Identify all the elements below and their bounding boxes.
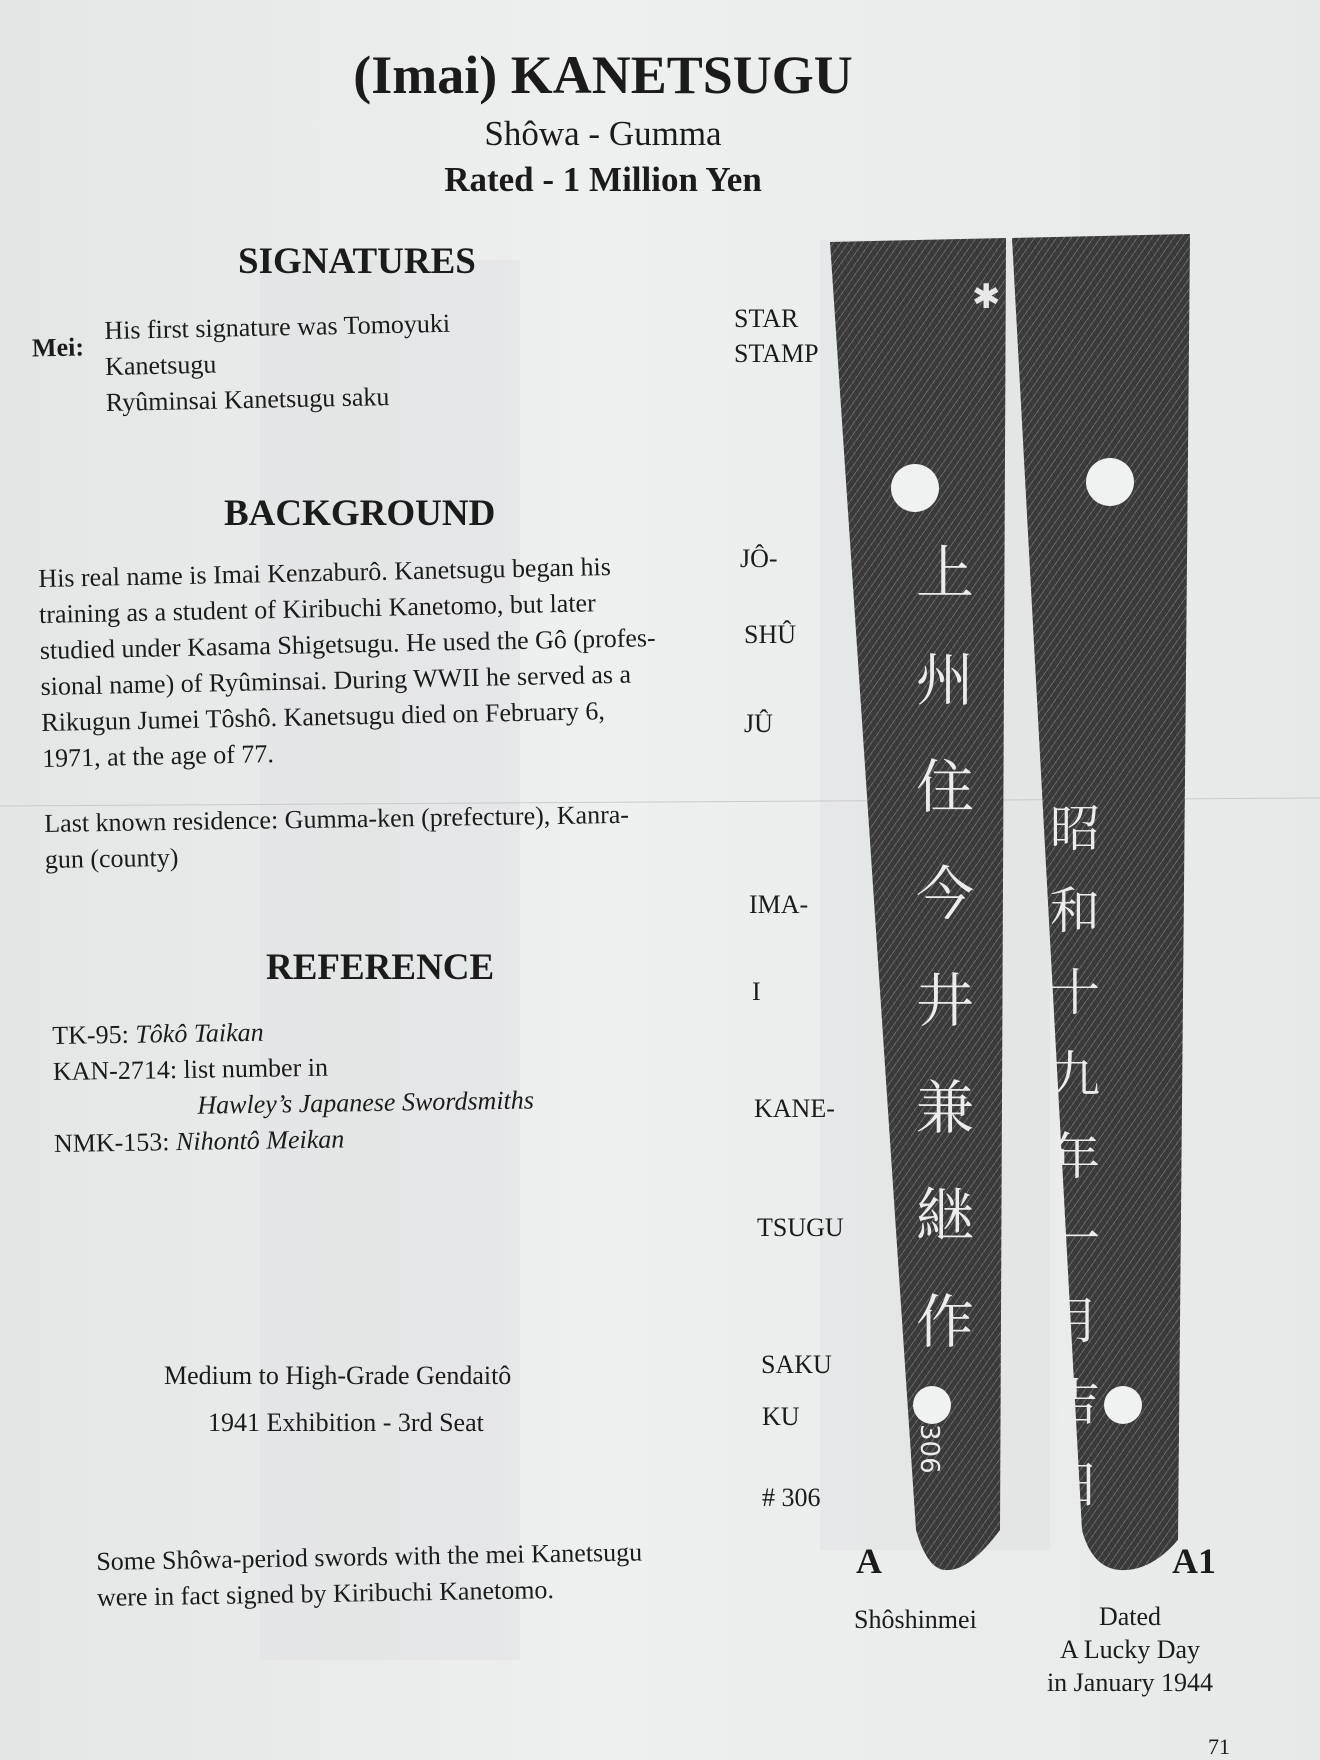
inscription-char: 州 <box>915 646 974 714</box>
caption-line: A Lucky Day <box>1059 1635 1201 1664</box>
inscription-char: 吉 <box>1050 1374 1100 1432</box>
footnote-line: were in fact signed by Kiribuchi Kanetomo. <box>96 1575 555 1612</box>
tang-rubbings <box>820 230 1200 1590</box>
exhibition-line: 1941 Exhibition - 3rd Seat <box>208 1408 484 1437</box>
signatures-list <box>104 306 452 421</box>
mekugi-hole <box>1086 458 1134 506</box>
reading-jo: JÔ- <box>740 544 778 573</box>
tang-a1-label: A1 <box>1172 1541 1216 1581</box>
rating-line: Rated - 1 Million Yen <box>444 160 762 199</box>
inscription-char: 日 <box>1050 1456 1100 1514</box>
mekugi-hole <box>891 464 939 512</box>
inscription-char: 兼 <box>915 1074 974 1142</box>
reference-code: TK-95: <box>52 1019 130 1050</box>
signature-line: Ryûminsai Kanetsugu saku <box>105 382 390 417</box>
footnote-line: Some Shôwa-period swords with the mei Kanetsugu <box>96 1537 643 1576</box>
inscription-char: 月 <box>1050 1292 1100 1350</box>
background-line: sional name) of Ryûminsai. During WWII he served as a <box>40 659 632 701</box>
caption-line: Dated <box>1098 1602 1162 1631</box>
tang-a-caption: Shôshinmei <box>854 1605 977 1634</box>
reading-number: # 306 <box>762 1483 821 1512</box>
background-heading: BACKGROUND <box>224 493 496 534</box>
tang-a1-caption <box>1040 1600 1220 1699</box>
background-line: 1971, at the age of 77. <box>41 739 275 773</box>
reference-title: Tôkô Taikan <box>135 1017 264 1049</box>
tang-a-label: A <box>856 1541 882 1581</box>
mei-label: Mei: <box>31 332 85 363</box>
background-line: studied under Kasama Shigetsugu. He used the Gô (profes- <box>39 623 656 665</box>
inscription-char: 井 <box>915 967 974 1035</box>
reading-star: STAR <box>734 304 799 333</box>
reference-text: list number in <box>183 1052 329 1084</box>
residence-paragraph <box>44 797 630 878</box>
reference-code: KAN-2714: <box>52 1055 178 1086</box>
signature-line: Kanetsugu <box>104 349 217 381</box>
inscription-char: 和 <box>1050 882 1100 940</box>
background-paragraph <box>38 548 658 777</box>
reference-heading: REFERENCE <box>266 947 495 988</box>
inscription-char: 十 <box>1050 964 1100 1022</box>
inscription-char: 上 <box>915 539 974 607</box>
reference-list <box>52 1010 535 1162</box>
reading-tsugu: TSUGU <box>757 1213 844 1242</box>
tang-a-inscription <box>910 520 980 1376</box>
reference-code: NMK-153: <box>53 1127 170 1158</box>
residence-line: Last known residence: Gumma-ken (prefecture), Kanra- <box>44 799 630 838</box>
reference-title: Hawley’s Japanese Swordsmiths <box>197 1085 535 1120</box>
reading-kane: KANE- <box>754 1094 835 1123</box>
reading-ima: IMA- <box>749 890 809 919</box>
inscription-char: 住 <box>915 753 974 821</box>
mekugi-hole <box>1104 1386 1142 1424</box>
reading-saku: SAKU <box>761 1350 832 1379</box>
reference-item <box>53 1082 534 1126</box>
inscription-char: 継 <box>915 1181 974 1249</box>
reference-title: Nihontô Meikan <box>175 1124 345 1157</box>
signature-line: His first signature was Tomoyuki <box>104 308 451 345</box>
star-stamp-icon: ✱ <box>972 277 1001 317</box>
reading-ju: JÛ <box>744 709 773 738</box>
inscription-char: 今 <box>915 860 974 928</box>
background-line: Rikugun Jumei Tôshô. Kanetsugu died on February 6, <box>41 696 606 737</box>
background-line: His real name is Imai Kenzaburô. Kanetsugu began his <box>38 552 612 593</box>
reference-item <box>54 1118 535 1162</box>
reading-stamp: STAMP <box>734 339 819 368</box>
inscription-char: 作 <box>915 1288 974 1356</box>
grade-line: Medium to High-Grade Gendaitô <box>164 1361 512 1390</box>
inscription-char: 九 <box>1050 1046 1100 1104</box>
inscription-char: 年 <box>1050 1128 1100 1186</box>
tang-a1-inscription <box>1042 788 1108 1526</box>
page-title: (Imai) KANETSUGU <box>353 45 853 105</box>
background-line: training as a student of Kiribuchi Kanetomo, but later <box>38 588 597 629</box>
reading-shu: SHÛ <box>744 620 797 649</box>
reading-ku: KU <box>762 1402 800 1431</box>
caption-line: in January 1944 <box>1046 1668 1214 1697</box>
residence-line: gun (county) <box>44 842 179 874</box>
reading-i: I <box>752 977 761 1006</box>
page-subtitle: Shôwa - Gumma <box>484 114 722 153</box>
footnote <box>96 1534 643 1616</box>
mekugi-hole <box>913 1386 951 1424</box>
inscription-char: 一 <box>1050 1210 1100 1268</box>
signatures-heading: SIGNATURES <box>238 241 476 282</box>
inscription-char: 昭 <box>1050 800 1100 858</box>
page-number: 71 <box>1208 1734 1230 1759</box>
tang-a-number-mark: 306 <box>914 1424 944 1474</box>
